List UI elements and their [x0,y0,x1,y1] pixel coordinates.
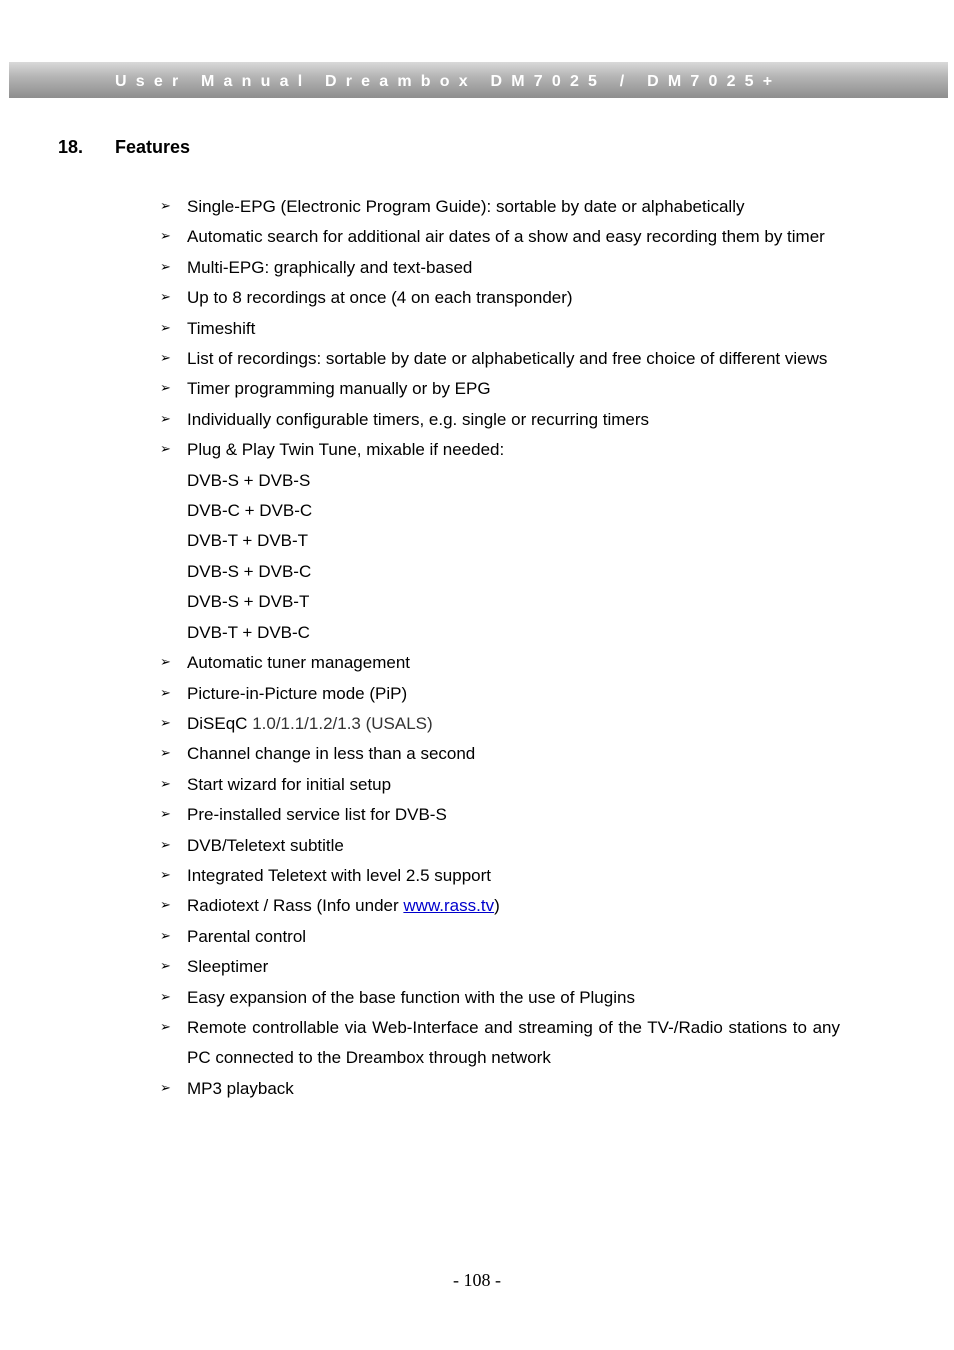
feature-list [157,192,840,1104]
tuner-combination: DVB-C + DVB-C [187,501,313,521]
arrow-bullet-icon: ➢ [160,807,171,823]
tuner-combination: DVB-S + DVB-S [187,470,311,490]
list-item: ➢ Automatic tuner management [157,648,840,678]
list-item-rass: ➢ Radiotext / Rass (Info under www.rass.tv) [157,891,840,921]
tuner-combination: DVB-T + DVB-T [187,531,309,551]
arrow-bullet-icon: ➢ [160,837,171,853]
manual-title: User Manual Dreambox DM7025 / DM7025+ [115,73,782,90]
list-item: ➢ Channel change in less than a second [157,739,840,769]
list-item: ➢ Remote controllable via Web-Interface and streaming of the TV-/Radio stations to any PC connected to the Dreambox through network [157,1013,840,1074]
arrow-bullet-icon: ➢ [160,989,171,1005]
list-item: ➢ Timer programming manually or by EPG [157,374,840,404]
list-item: ➢ Timeshift [157,314,840,344]
arrow-bullet-icon: ➢ [160,442,171,458]
arrow-bullet-icon: ➢ [160,959,171,975]
list-item: ➢ DVB/Teletext subtitle [157,831,840,861]
list-item: ➢ Easy expansion of the base function with the use of Plugins [157,983,840,1013]
list-item: ➢ Start wizard for initial setup [157,770,840,800]
header-bar [9,62,948,98]
arrow-bullet-icon: ➢ [160,229,171,245]
list-item: ➢ Sleeptimer [157,952,840,982]
arrow-bullet-icon: ➢ [160,351,171,367]
list-item: ➢ Single-EPG (Electronic Program Guide): sortable by date or alphabetically [157,192,840,222]
arrow-bullet-icon: ➢ [160,1080,171,1096]
section-heading [58,137,190,158]
arrow-bullet-icon: ➢ [160,381,171,397]
diseqc-versions: 1.0/1.1/1.2/1.3 (USALS) [247,713,433,733]
rass-link[interactable]: www.rass.tv [403,896,495,916]
tuner-combination: DVB-S + DVB-T [187,592,310,612]
arrow-bullet-icon: ➢ [160,655,171,671]
page-number: - 108 - [453,1270,501,1290]
section-title: Features [115,137,191,157]
arrow-bullet-icon: ➢ [160,199,171,214]
tuner-combination: DVB-S + DVB-C [187,561,312,581]
list-item: ➢ Integrated Teletext with level 2.5 support [157,861,840,891]
list-item-twin-tune: ➢ Plug & Play Twin Tune, mixable if needed: DVB-S + DVB-S DVB-C + DVB-C DVB-T + DVB-T DVB-S + DVB-C DVB-S + DVB-T DVB-T + DVB-C [157,435,840,648]
list-item: ➢ Multi-EPG: graphically and text-based [157,253,840,283]
list-item: ➢ Picture-in-Picture mode (PiP) [157,679,840,709]
arrow-bullet-icon: ➢ [160,411,171,427]
list-item: ➢ List of recordings: sortable by date or alphabetically and free choice of different views [157,344,840,374]
arrow-bullet-icon: ➢ [160,776,171,792]
arrow-bullet-icon: ➢ [160,898,171,914]
list-item: ➢ MP3 playback [157,1074,840,1104]
list-item-diseqc: ➢ DiSEqC 1.0/1.1/1.2/1.3 (USALS) [157,709,840,739]
section-number: 18. [58,137,84,157]
arrow-bullet-icon: ➢ [160,1019,171,1035]
tuner-combination: DVB-T + DVB-C [187,622,310,642]
arrow-bullet-icon: ➢ [160,715,171,731]
arrow-bullet-icon: ➢ [160,928,171,944]
list-item: ➢ Individually configurable timers, e.g. single or recurring timers [157,405,840,435]
list-item: ➢ Up to 8 recordings at once (4 on each transponder) [157,283,840,313]
arrow-bullet-icon: ➢ [160,320,171,336]
arrow-bullet-icon: ➢ [160,290,171,306]
arrow-bullet-icon: ➢ [160,746,171,762]
list-item: ➢ Pre-installed service list for DVB-S [157,800,840,830]
list-item: ➢ Automatic search for additional air dates of a show and easy recording them by timer [157,222,840,252]
list-item: ➢ Parental control [157,922,840,952]
arrow-bullet-icon: ➢ [160,259,171,275]
arrow-bullet-icon: ➢ [160,685,171,701]
arrow-bullet-icon: ➢ [160,867,171,883]
